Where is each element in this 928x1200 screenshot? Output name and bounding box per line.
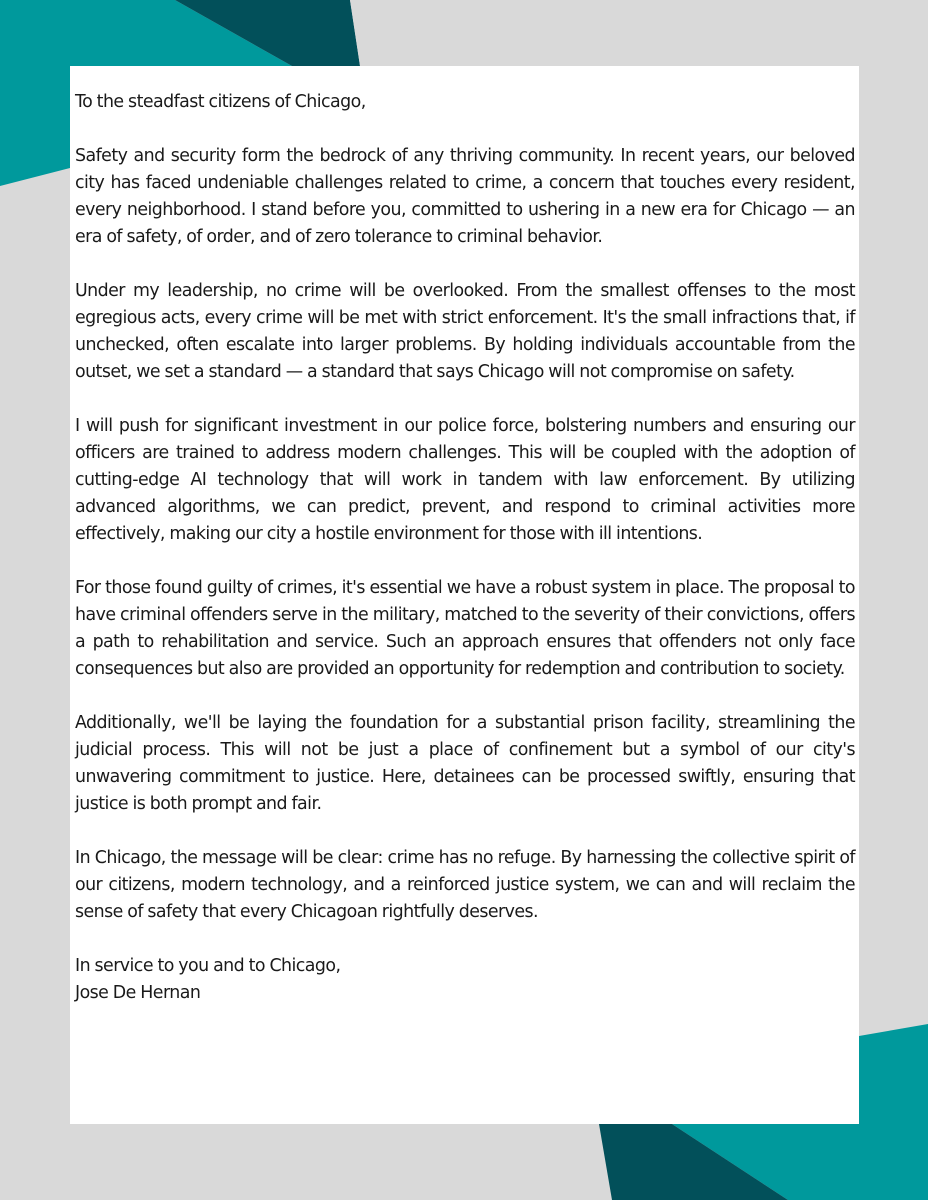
top-right-gray-shape: [350, 0, 928, 72]
letter-paragraph: Safety and security form the bedrock of any thriving community. In recent years, our beloved city has faced undeniable challenges related to crime, a concern that touches every resident, every neighborhood. I stand before you, committed to ushering in a new era for Chicago — an era of safety, of order, and of zero tolerance to criminal behavior.: [75, 146, 855, 247]
letter-paragraph: I will push for significant investment in our police force, bolstering numbers and ensuring our officers are trained to address modern challenges. This will be coupled with the adoption of cutting-edge AI technology that will work in tandem with law enforcement. By utilizing advanced algorithms, we can predict, prevent, and respond to criminal activities more effectively, making our city a hostile environment for those with ill intentions.: [75, 416, 855, 544]
letter-paragraph: Additionally, we'll be laying the foundation for a substantial prison facility, streamlining the judicial process. This will not be just a place of confinement but a symbol of our city's unwavering commitment to justice. Here, detainees can be processed swiftly, ensuring that justice is both prompt and fair.: [75, 713, 855, 814]
letter-signature: Jose De Hernan: [75, 983, 201, 1003]
letter-salutation: To the steadfast citizens of Chicago,: [75, 92, 366, 112]
letter-paragraph: In Chicago, the message will be clear: crime has no refuge. By harnessing the collective spirit of our citizens, modern technology, and a reinforced justice system, we can and will reclaim the sense of safety that every Chicagoan rightfully deserves.: [75, 848, 855, 922]
letter-paragraph: Under my leadership, no crime will be overlooked. From the smallest offenses to the most egregious acts, every crime will be met with strict enforcement. It's the small infractions that, if unchecked, often escalate into larger problems. By holding individuals accountable from the outset, we set a standard — a standard that says Chicago will not compromise on safety.: [75, 281, 855, 382]
letter-paragraph: For those found guilty of crimes, it's essential we have a robust system in place. The proposal to have criminal offenders serve in the military, matched to the severity of their convictions, offers a path to rehabilitation and service. Such an approach ensures that offenders not only face consequences but also are provided an opportunity for redemption and contribution to society.: [75, 578, 855, 679]
letter-body: [75, 89, 855, 1007]
letter-closing: In service to you and to Chicago,: [75, 956, 341, 976]
